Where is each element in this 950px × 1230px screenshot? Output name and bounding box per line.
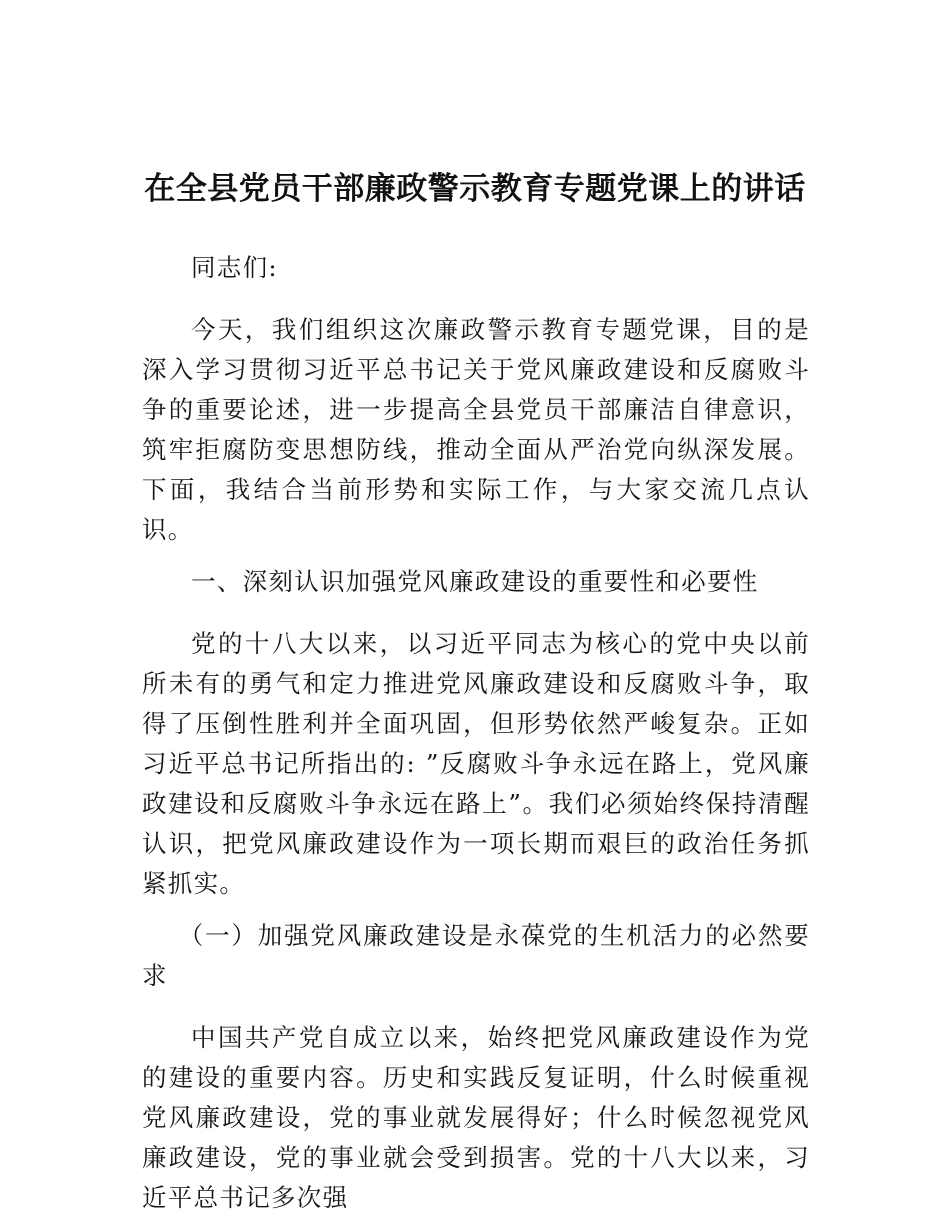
subsection-heading-1: （一）加强党风廉政建设是永葆党的生机活力的必然要求 xyxy=(142,921,810,990)
document-title: 在全县党员干部廉政警示教育专题党课上的讲话 xyxy=(144,171,806,207)
intro-paragraph: 今天，我们组织这次廉政警示教育专题党课，目的是深入学习贯彻习近平总书记关于党风廉政建设和反腐败斗争的重要论述，进一步提高全县党员干部廉洁自律意识，筑牢拒腐防变思想防线，推动全面从严治党向纵深发展。下面，我结合当前形势和实际工作，与大家交流几点认识。 xyxy=(142,315,810,544)
section-heading-1: 一、深刻认识加强党风廉政建设的重要性和必要性 xyxy=(191,567,759,596)
salutation: 同志们: xyxy=(191,253,278,282)
section-1-paragraph: 党的十八大以来，以习近平同志为核心的党中央以前所未有的勇气和定力推进党风廉政建设和反腐败斗争，取得了压倒性胜利并全面巩固，但形势依然严峻复杂。正如习近平总书记所指出的: ”反腐败斗争永远在路上，党风廉政建设和反腐败斗争永远在路上”。我们必须始终保持清醒认识，把党风廉政建设作为一项长期而艰巨的政治任务抓紧抓实。 xyxy=(142,629,810,898)
document-body xyxy=(142,248,810,1230)
subsection-1-paragraph: 中国共产党自成立以来，始终把党风廉政建设作为党的建设的重要内容。历史和实践反复证明，什么时候重视党风廉政建设，党的事业就发展得好；什么时候忽视党风廉政建设，党的事业就会受到损害。党的十八大以来，习近平总书记多次强 xyxy=(142,1023,810,1212)
